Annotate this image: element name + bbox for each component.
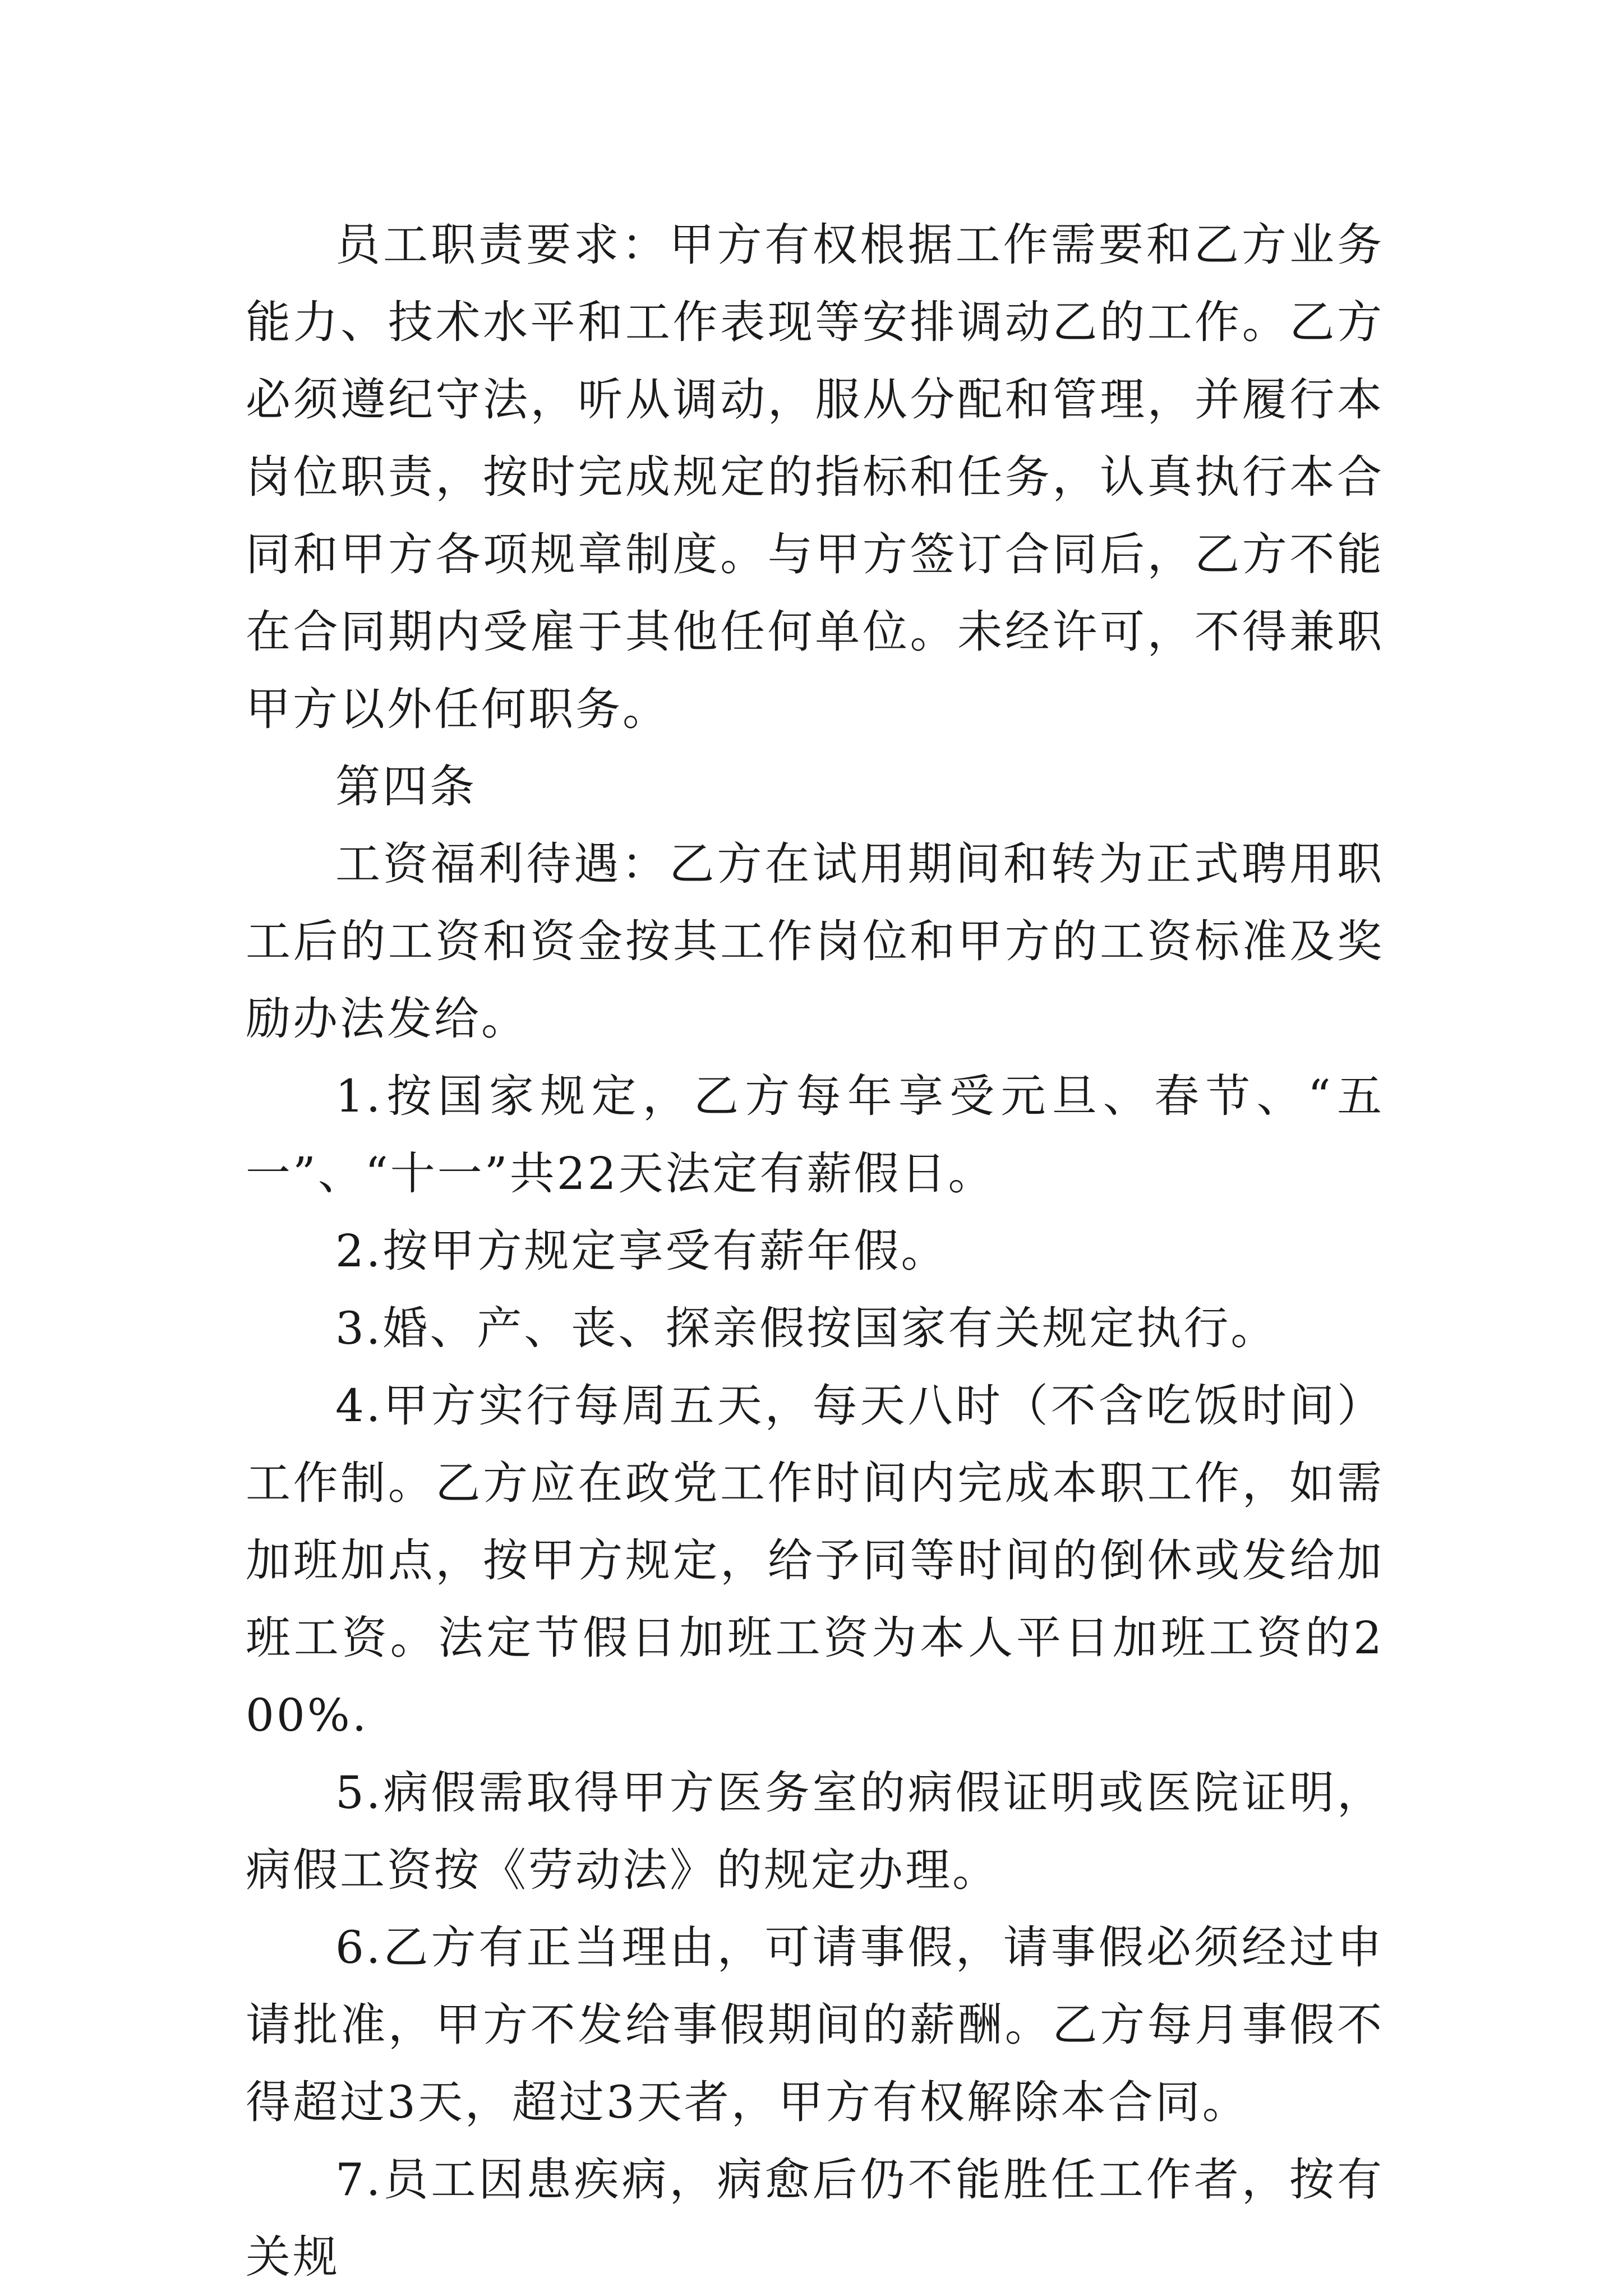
article-four-heading: 第四条 <box>335 760 477 813</box>
list-item-2: 2.按甲方规定享受有薪年假。 <box>335 1225 948 1277</box>
list-item-3: 3.婚、产、丧、探亲假按国家有关规定执行。 <box>335 1302 1278 1354</box>
list-item-4: 4.甲方实行每周五天，每天八时（不含吃饭时间）工作制。乙方应在政党工作时间内完成本职工作，如需加班加点，按甲方规定，给予同等时间的倒休或发给加班工资。法定节假日加班工资为本人平日加班工资的200%. <box>246 1380 1384 1741</box>
paragraph-duties: 员工职责要求：甲方有权根据工作需要和乙方业务能力、技术水平和工作表现等安排调动乙的工作。乙方必须遵纪守法，听从调动，服从分配和管理，并履行本岗位职责，按时完成规定的指标和任务，认真执行本合同和甲方各项规章制度。与甲方签订合同后，乙方不能在合同期内受雇于其他任何单位。未经许可，不得兼职甲方以外任何职务。 <box>246 219 1384 735</box>
list-item-7: 7.员工因患疾病，病愈后仍不能胜任工作者，按有关规 <box>246 2154 1384 2283</box>
paragraph-wages-benefits: 工资福利待遇：乙方在试用期间和转为正式聘用职工后的工资和资金按其工作岗位和甲方的工资标准及奖励办法发给。 <box>246 838 1384 1045</box>
list-item-1: 1.按国家规定，乙方每年享受元旦、春节、“五一”、“十一”共22天法定有薪假日。 <box>246 1070 1384 1200</box>
list-item-6: 6.乙方有正当理由，可请事假，请事假必须经过申请批准，甲方不发给事假期间的薪酬。乙方每月事假不得超过3天，超过3天者，甲方有权解除本合同。 <box>246 1921 1384 2128</box>
document-body <box>246 206 1384 2296</box>
list-item-5: 5.病假需取得甲方医务室的病假证明或医院证明，病假工资按《劳动法》的规定办理。 <box>246 1767 1384 1896</box>
